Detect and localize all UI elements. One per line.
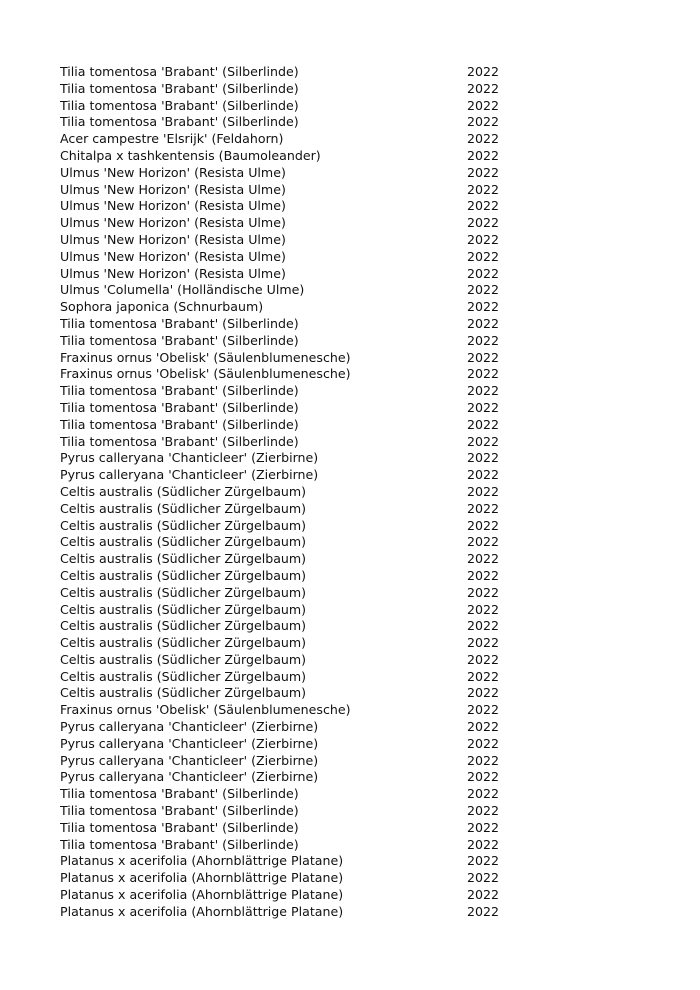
planting-year-cell: 2022 <box>467 450 500 466</box>
tree-species-cell: Acer campestre 'Elsrijk' (Feldahorn) <box>60 131 284 147</box>
planting-year-cell: 2022 <box>467 618 500 634</box>
table-row <box>60 837 520 854</box>
tree-species-cell: Celtis australis (Südlicher Zürgelbaum) <box>60 668 307 684</box>
planting-year-cell: 2022 <box>467 231 500 247</box>
tree-species-cell: Platanus x acerifolia (Ahornblättrige Platane) <box>60 870 344 886</box>
tree-species-cell: Ulmus 'New Horizon' (Resista Ulme) <box>60 181 286 197</box>
planting-year-cell: 2022 <box>467 517 500 533</box>
planting-year-cell: 2022 <box>467 483 500 499</box>
planting-year-cell: 2022 <box>467 383 500 399</box>
table-row <box>60 786 520 803</box>
planting-year-cell: 2022 <box>467 147 500 163</box>
tree-species-cell: Celtis australis (Südlicher Zürgelbaum) <box>60 500 307 516</box>
planting-year-cell: 2022 <box>467 702 500 718</box>
table-row <box>60 366 520 383</box>
table-row <box>60 534 520 551</box>
table-row <box>60 383 520 400</box>
table-row <box>60 98 520 115</box>
table-row <box>60 350 520 367</box>
planting-year-cell: 2022 <box>467 651 500 667</box>
tree-species-cell: Tilia tomentosa 'Brabant' (Silberlinde) <box>60 836 299 852</box>
tree-species-cell: Ulmus 'New Horizon' (Resista Ulme) <box>60 215 286 231</box>
planting-year-cell: 2022 <box>467 853 500 869</box>
table-row <box>60 232 520 249</box>
table-row <box>60 887 520 904</box>
tree-species-cell: Tilia tomentosa 'Brabant' (Silberlinde) <box>60 383 299 399</box>
planting-year-cell: 2022 <box>467 635 500 651</box>
planting-year-cell: 2022 <box>467 803 500 819</box>
tree-species-cell: Celtis australis (Südlicher Zürgelbaum) <box>60 618 307 634</box>
planting-year-cell: 2022 <box>467 416 500 432</box>
table-row <box>60 635 520 652</box>
table-row <box>60 652 520 669</box>
planting-year-cell: 2022 <box>467 735 500 751</box>
table-row <box>60 266 520 283</box>
table-row <box>60 803 520 820</box>
tree-species-cell: Tilia tomentosa 'Brabant' (Silberlinde) <box>60 315 299 331</box>
planting-year-cell: 2022 <box>467 601 500 617</box>
planting-year-cell: 2022 <box>467 668 500 684</box>
table-row <box>60 853 520 870</box>
planting-year-cell: 2022 <box>467 567 500 583</box>
tree-species-cell: Ulmus 'Columella' (Holländische Ulme) <box>60 282 305 298</box>
planting-year-cell: 2022 <box>467 551 500 567</box>
table-row <box>60 518 520 535</box>
planting-year-cell: 2022 <box>467 467 500 483</box>
planting-year-cell: 2022 <box>467 131 500 147</box>
tree-species-cell: Tilia tomentosa 'Brabant' (Silberlinde) <box>60 786 299 802</box>
planting-year-cell: 2022 <box>467 769 500 785</box>
planting-year-cell: 2022 <box>467 181 500 197</box>
table-row <box>60 467 520 484</box>
table-row <box>60 64 520 81</box>
table-row <box>60 249 520 266</box>
table-row <box>60 769 520 786</box>
tree-species-cell: Tilia tomentosa 'Brabant' (Silberlinde) <box>60 80 299 96</box>
table-row <box>60 316 520 333</box>
tree-species-cell: Tilia tomentosa 'Brabant' (Silberlinde) <box>60 433 299 449</box>
planting-year-cell: 2022 <box>467 332 500 348</box>
tree-species-cell: Tilia tomentosa 'Brabant' (Silberlinde) <box>60 332 299 348</box>
planting-year-cell: 2022 <box>467 315 500 331</box>
table-row <box>60 585 520 602</box>
tree-species-cell: Pyrus calleryana 'Chanticleer' (Zierbirne) <box>60 752 319 768</box>
table-row <box>60 215 520 232</box>
planting-year-cell: 2022 <box>467 887 500 903</box>
tree-species-cell: Sophora japonica (Schnurbaum) <box>60 299 264 315</box>
tree-species-cell: Pyrus calleryana 'Chanticleer' (Zierbirne) <box>60 719 319 735</box>
tree-species-cell: Tilia tomentosa 'Brabant' (Silberlinde) <box>60 114 299 130</box>
planting-year-cell: 2022 <box>467 198 500 214</box>
table-row <box>60 282 520 299</box>
table-row <box>60 450 520 467</box>
table-row <box>60 568 520 585</box>
table-row <box>60 299 520 316</box>
table-row <box>60 820 520 837</box>
tree-species-cell: Ulmus 'New Horizon' (Resista Ulme) <box>60 231 286 247</box>
tree-species-cell: Celtis australis (Südlicher Zürgelbaum) <box>60 651 307 667</box>
planting-year-cell: 2022 <box>467 836 500 852</box>
table-row <box>60 198 520 215</box>
tree-species-cell: Tilia tomentosa 'Brabant' (Silberlinde) <box>60 64 299 79</box>
table-row <box>60 81 520 98</box>
tree-species-cell: Platanus x acerifolia (Ahornblättrige Platane) <box>60 887 344 903</box>
tree-species-cell: Celtis australis (Südlicher Zürgelbaum) <box>60 483 307 499</box>
planting-year-cell: 2022 <box>467 349 500 365</box>
table-row <box>60 702 520 719</box>
table-row <box>60 114 520 131</box>
tree-species-cell: Fraxinus ornus 'Obelisk' (Säulenblumenesche) <box>60 702 351 718</box>
tree-species-cell: Tilia tomentosa 'Brabant' (Silberlinde) <box>60 819 299 835</box>
table-row <box>60 719 520 736</box>
tree-species-cell: Celtis australis (Südlicher Zürgelbaum) <box>60 635 307 651</box>
tree-species-cell: Tilia tomentosa 'Brabant' (Silberlinde) <box>60 97 299 113</box>
tree-species-cell: Fraxinus ornus 'Obelisk' (Säulenblumenesche) <box>60 366 351 382</box>
planting-year-cell: 2022 <box>467 500 500 516</box>
table-row <box>60 904 520 921</box>
tree-table <box>60 64 520 921</box>
table-row <box>60 618 520 635</box>
tree-species-cell: Celtis australis (Südlicher Zürgelbaum) <box>60 601 307 617</box>
table-row <box>60 501 520 518</box>
planting-year-cell: 2022 <box>467 903 500 919</box>
tree-species-cell: Platanus x acerifolia (Ahornblättrige Platane) <box>60 903 344 919</box>
tree-species-cell: Chitalpa x tashkentensis (Baumoleander) <box>60 147 321 163</box>
planting-year-cell: 2022 <box>467 164 500 180</box>
planting-year-cell: 2022 <box>467 584 500 600</box>
tree-species-cell: Pyrus calleryana 'Chanticleer' (Zierbirne) <box>60 735 319 751</box>
planting-year-cell: 2022 <box>467 97 500 113</box>
planting-year-cell: 2022 <box>467 248 500 264</box>
table-row <box>60 434 520 451</box>
planting-year-cell: 2022 <box>467 870 500 886</box>
tree-species-cell: Ulmus 'New Horizon' (Resista Ulme) <box>60 248 286 264</box>
tree-species-cell: Celtis australis (Südlicher Zürgelbaum) <box>60 551 307 567</box>
tree-species-cell: Celtis australis (Südlicher Zürgelbaum) <box>60 517 307 533</box>
planting-year-cell: 2022 <box>467 64 500 79</box>
tree-species-cell: Tilia tomentosa 'Brabant' (Silberlinde) <box>60 803 299 819</box>
tree-species-cell: Pyrus calleryana 'Chanticleer' (Zierbirne) <box>60 467 319 483</box>
planting-year-cell: 2022 <box>467 534 500 550</box>
planting-year-cell: 2022 <box>467 786 500 802</box>
table-row <box>60 182 520 199</box>
planting-year-cell: 2022 <box>467 114 500 130</box>
table-row <box>60 736 520 753</box>
table-row <box>60 484 520 501</box>
table-row <box>60 602 520 619</box>
planting-year-cell: 2022 <box>467 399 500 415</box>
tree-species-cell: Celtis australis (Südlicher Zürgelbaum) <box>60 534 307 550</box>
planting-year-cell: 2022 <box>467 719 500 735</box>
planting-year-cell: 2022 <box>467 215 500 231</box>
tree-species-cell: Celtis australis (Südlicher Zürgelbaum) <box>60 685 307 701</box>
tree-species-cell: Fraxinus ornus 'Obelisk' (Säulenblumenesche) <box>60 349 351 365</box>
table-row <box>60 400 520 417</box>
tree-species-cell: Pyrus calleryana 'Chanticleer' (Zierbirne) <box>60 450 319 466</box>
planting-year-cell: 2022 <box>467 299 500 315</box>
tree-species-cell: Celtis australis (Südlicher Zürgelbaum) <box>60 567 307 583</box>
table-row <box>60 669 520 686</box>
table-row <box>60 333 520 350</box>
table-row <box>60 417 520 434</box>
planting-year-cell: 2022 <box>467 80 500 96</box>
tree-species-cell: Platanus x acerifolia (Ahornblättrige Platane) <box>60 853 344 869</box>
planting-year-cell: 2022 <box>467 265 500 281</box>
planting-year-cell: 2022 <box>467 366 500 382</box>
planting-year-cell: 2022 <box>467 752 500 768</box>
tree-species-cell: Ulmus 'New Horizon' (Resista Ulme) <box>60 164 286 180</box>
table-row <box>60 148 520 165</box>
table-row <box>60 753 520 770</box>
tree-species-cell: Tilia tomentosa 'Brabant' (Silberlinde) <box>60 416 299 432</box>
table-row <box>60 131 520 148</box>
planting-year-cell: 2022 <box>467 685 500 701</box>
table-row <box>60 685 520 702</box>
planting-year-cell: 2022 <box>467 819 500 835</box>
tree-species-cell: Ulmus 'New Horizon' (Resista Ulme) <box>60 198 286 214</box>
table-row <box>60 870 520 887</box>
table-row <box>60 165 520 182</box>
tree-species-cell: Tilia tomentosa 'Brabant' (Silberlinde) <box>60 399 299 415</box>
tree-species-cell: Pyrus calleryana 'Chanticleer' (Zierbirne) <box>60 769 319 785</box>
tree-species-cell: Celtis australis (Südlicher Zürgelbaum) <box>60 584 307 600</box>
table-row <box>60 551 520 568</box>
planting-year-cell: 2022 <box>467 282 500 298</box>
planting-year-cell: 2022 <box>467 433 500 449</box>
tree-species-cell: Ulmus 'New Horizon' (Resista Ulme) <box>60 265 286 281</box>
